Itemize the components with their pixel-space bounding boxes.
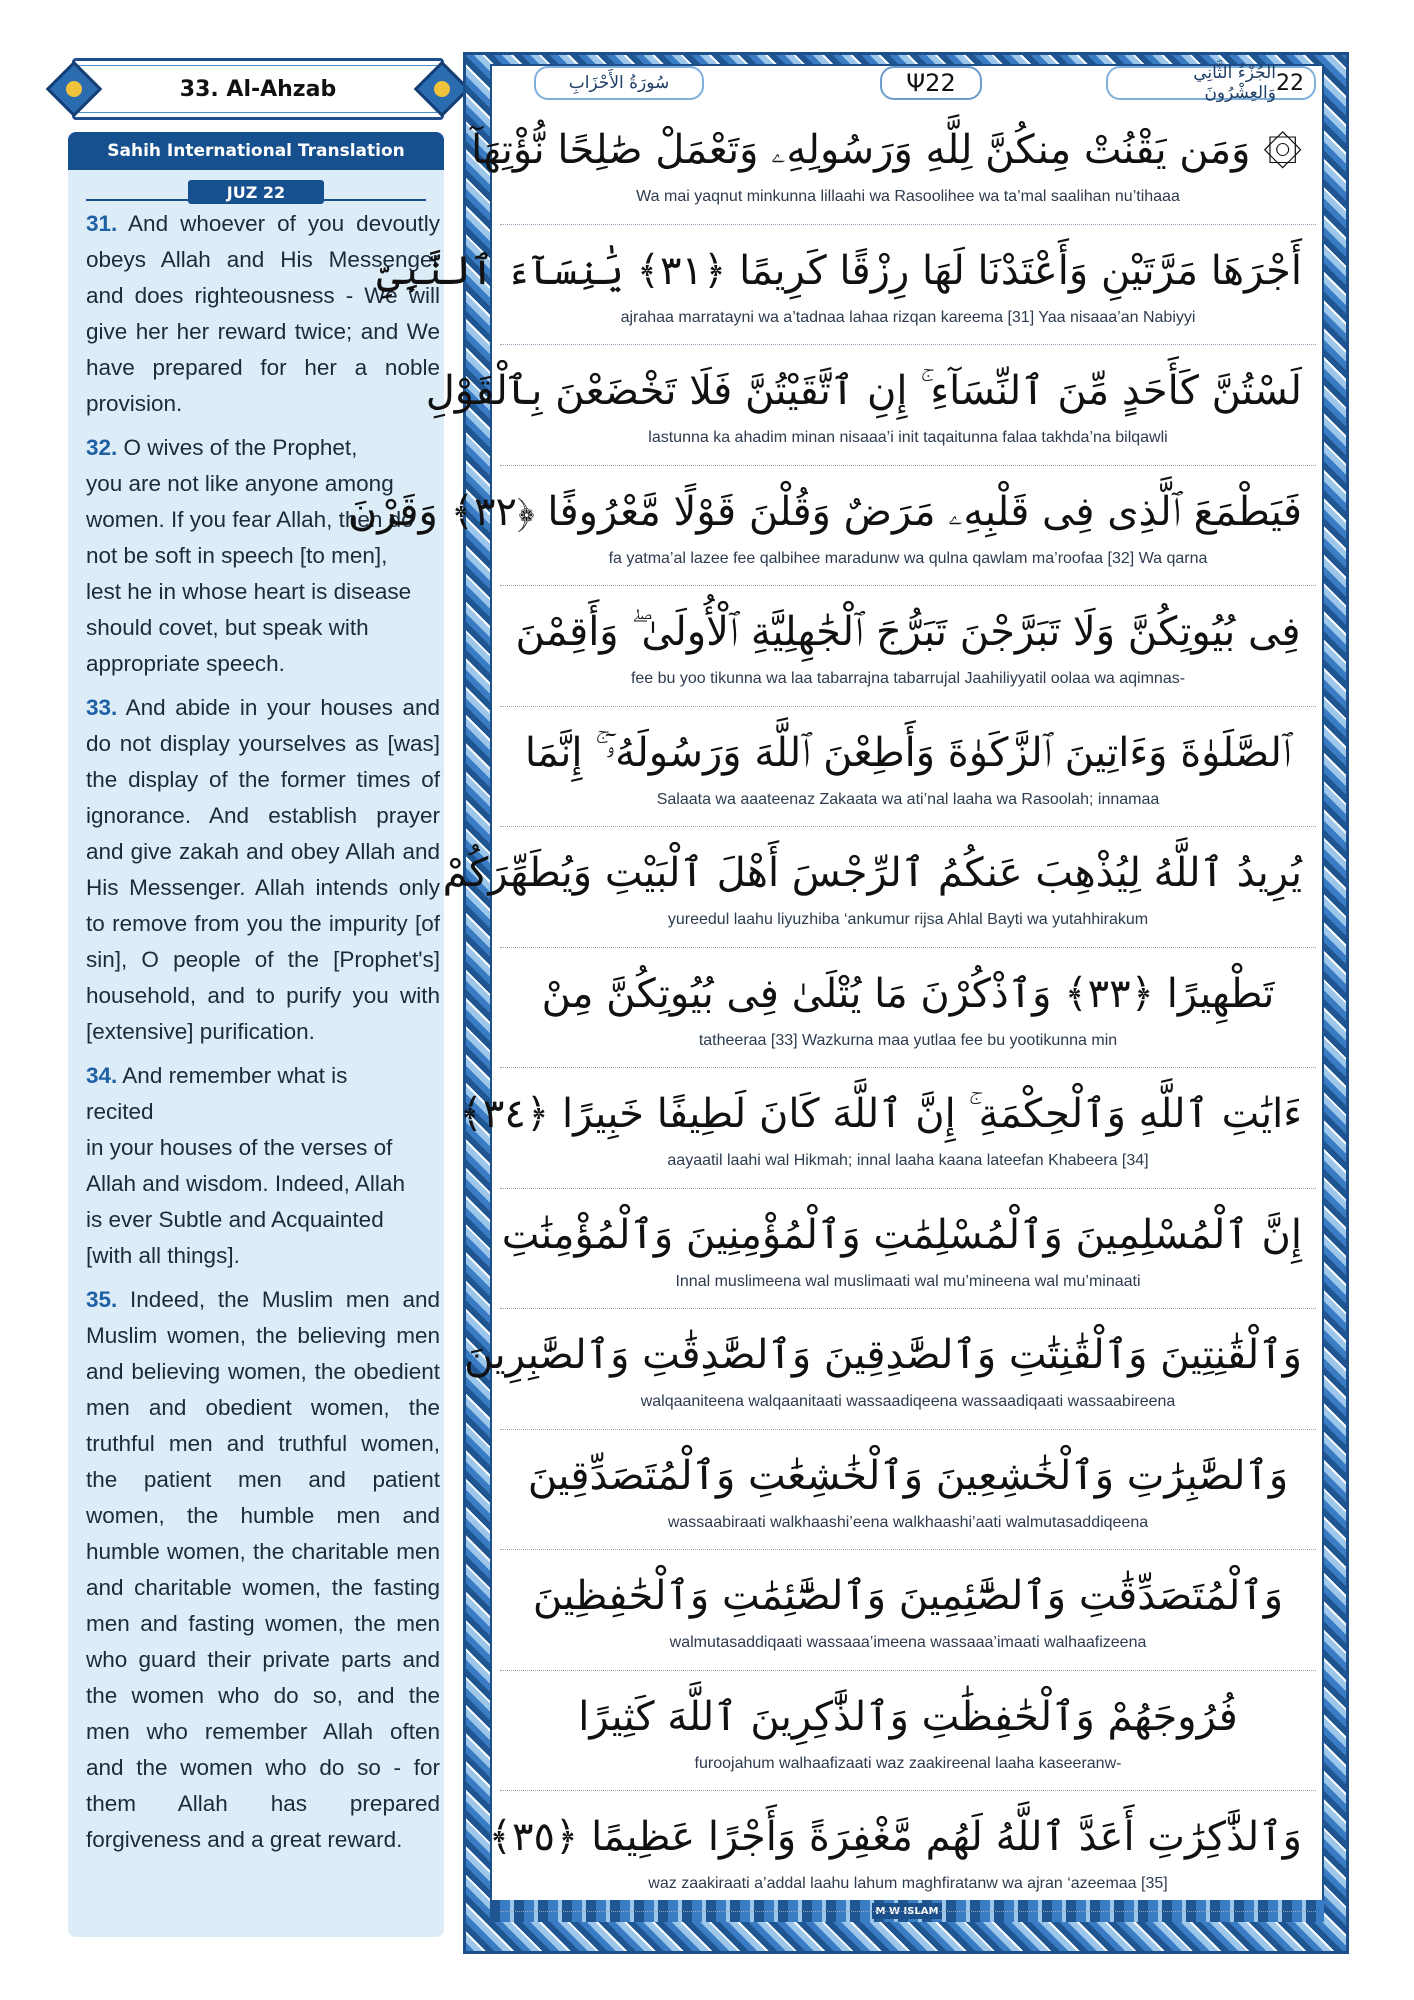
juz-name-arabic: الجُزْءُ الثَّانِي وَالعِشْرُونَ	[1193, 63, 1276, 103]
arabic-text: يُرِيدُ ٱللَّهُ لِيُذْهِبَ عَنكُمُ ٱلرِّجْسَ أَهْلَ ٱلْبَيْتِ وَيُطَهِّرَكُمْ	[442, 850, 1302, 896]
verse-line: O wives of the Prophet,	[123, 435, 358, 460]
arabic-text: ٱلصَّلَوٰةَ وَءَاتِينَ ٱلزَّكَوٰةَ وَأَطِعْنَ ٱللَّهَ وَرَسُولَهُۥٓ ۚ إِنَّمَا	[524, 729, 1292, 776]
verse-number: 34.	[86, 1063, 118, 1088]
transliteration: waz zaakiraati a’addal laahu lahum maghfiratanw wa ajran ‘azeemaa [35]	[648, 1875, 1168, 1892]
page-number: Ψ22	[906, 69, 956, 97]
quran-line	[500, 707, 1316, 828]
arabic-text: فِى بُيُوتِكُنَّ وَلَا تَبَرَّجْنَ تَبَرُّجَ ٱلْجَٰهِلِيَّةِ ٱلْأُولَىٰ ۖ وَأَقِمْنَ	[515, 609, 1301, 655]
translation-verse	[86, 1282, 440, 1858]
surah-name-arabic: سُورَةُ الأَحْزَابِ	[568, 73, 670, 93]
quran-line	[500, 1671, 1316, 1792]
quran-line	[500, 1189, 1316, 1310]
transliteration: furoojahum walhaafizaati waz zaakireenal laaha kaseeranw-	[694, 1754, 1122, 1772]
verse-line: women. If you fear Allah, then do	[86, 507, 414, 532]
translation-header: Sahih International Translation	[68, 132, 444, 170]
brand-label: M W ISLAM	[872, 1903, 942, 1919]
verse-number: 31.	[86, 211, 118, 236]
arabic-text: تَطْهِيرًا ﴿٣٣﴾ وَٱذْكُرْنَ مَا يُتْلَىٰ فِى بُيُوتِكُنَّ مِنْ	[541, 970, 1275, 1017]
quran-line	[459, 1068, 1316, 1189]
transliteration: Innal muslimeena wal muslimaati wal mu’mineena wal mu’minaati	[675, 1272, 1141, 1290]
arabic-text: وَٱلْقَٰنِتِينَ وَٱلْقَٰنِتَٰتِ وَٱلصَّٰدِقِينَ وَٱلصَّٰدِقَٰتِ وَٱلصَّٰبِرِينَ	[464, 1332, 1302, 1378]
arabic-text: فَيَطْمَعَ ٱلَّذِى فِى قَلْبِهِۦ مَرَضٌ وَقُلْنَ قَوْلًا مَّعْرُوفًا ﴿٣٢﴾ وَقَرْنَ	[347, 488, 1302, 535]
quran-line	[500, 586, 1316, 707]
surah-title: 33. Al-Ahzab	[179, 76, 337, 102]
translation-verse	[86, 690, 440, 1050]
quran-line	[500, 1430, 1316, 1551]
verse-line: is ever Subtle and Acquainted	[86, 1207, 384, 1232]
juz-badge: JUZ 22	[188, 180, 324, 204]
quran-line	[471, 104, 1316, 225]
quran-line	[488, 1791, 1316, 1912]
arabic-text: ءَايَٰتِ ٱللَّهِ وَٱلْحِكْمَةِ ۚ إِنَّ ٱللَّهَ كَانَ لَطِيفًا خَبِيرًا ﴿٣٤﴾	[459, 1091, 1302, 1137]
verse-line: And remember what is	[122, 1063, 348, 1088]
verse-line: you are not like anyone among	[86, 471, 394, 496]
verse-line: [with all things].	[86, 1243, 240, 1268]
quran-line	[347, 466, 1316, 587]
arabic-text: وَٱلذَّٰكِرَٰتِ أَعَدَّ ٱللَّهُ لَهُم مَّغْفِرَةً وَأَجْرًا عَظِيمًا ﴿٣٥﴾	[488, 1814, 1302, 1860]
arabic-text: إِنَّ ٱلْمُسْلِمِينَ وَٱلْمُسْلِمَٰتِ وَٱلْمُؤْمِنِينَ وَٱلْمُؤْمِنَٰتِ	[501, 1211, 1302, 1258]
quran-line	[500, 948, 1316, 1069]
verse-line: in your houses of the verses of	[86, 1135, 393, 1160]
translation-verse	[86, 1058, 440, 1274]
verse-line: not be soft in speech [to men],	[86, 543, 388, 568]
verse-line: Allah and wisdom. Indeed, Allah	[86, 1171, 405, 1196]
quran-line	[464, 1309, 1316, 1430]
juz-header	[1106, 63, 1316, 103]
surah-title-box	[72, 58, 444, 120]
transliteration: lastunna ka ahadim minan nisaaa’i init taqaitunna falaa takhda’na bilqawli	[648, 429, 1168, 446]
juz-number: 22	[1276, 70, 1304, 96]
verse-text: And abide in your houses and do not display yourselves as [was] the display of the former times of ignorance. And establish prayer and give zakah and obey Allah and His Messenger. Allah intends only to remove from you the impurity [of sin], O people of the [Prophet's] household, and to purify you with [extensive] purification.	[86, 695, 440, 1044]
transliteration: Salaata wa aaateenaz Zakaata wa ati’nal laaha wa Rasoolah; innamaa	[656, 790, 1160, 808]
translation-verse	[86, 430, 440, 682]
quran-line	[500, 1550, 1316, 1671]
verse-number: 33.	[86, 695, 118, 720]
quran-lines	[347, 104, 1316, 1912]
quran-line	[425, 345, 1316, 466]
arabic-text: أَجْرَهَا مَرَّتَيْنِ وَأَعْتَدْنَا لَهَا رِزْقًا كَرِيمًا ﴿٣١﴾ يَٰنِسَآءَ ٱلنَّبِىِّ	[376, 247, 1302, 294]
arabic-text: ۞ وَمَن يَقْنُتْ مِنكُنَّ لِلَّهِ وَرَسُولِهِۦ وَتَعْمَلْ صَٰلِحًا نُّؤْتِهَآ	[471, 127, 1302, 173]
quran-line	[376, 225, 1316, 346]
verse-text: And whoever of you devoutly obeys Allah and His Messenger and does righteousness - We will give her her reward twice; and We have prepared for her a noble provision.	[86, 211, 440, 416]
transliteration: tatheeraa [33] Wazkurna maa yutlaa fee bu yootikunna min	[698, 1031, 1118, 1049]
arabic-text: وَٱلْمُتَصَدِّقَٰتِ وَٱلصَّٰٓئِمِينَ وَٱلصَّٰٓئِمَٰتِ وَٱلْحَٰفِظِينَ	[532, 1573, 1284, 1619]
translation-text	[86, 206, 440, 1866]
verse-line: recited	[86, 1099, 154, 1124]
transliteration: walmutasaddiqaati wassaaa’imeena wassaaa’imaati walhaafizeena	[669, 1634, 1147, 1651]
quran-line	[442, 827, 1316, 948]
arabic-text: لَسْتُنَّ كَأَحَدٍ مِّنَ ٱلنِّسَآءِ ۚ إِنِ ٱتَّقَيْتُنَّ فَلَا تَخْضَعْنَ بِٱلْقَوْلِ	[425, 368, 1302, 414]
verse-line: lest he in whose heart is disease	[86, 579, 412, 604]
arabic-text: فُرُوجَهُمْ وَٱلْحَٰفِظَٰتِ وَٱلذَّٰكِرِينَ ٱللَّهَ كَثِيرًا	[578, 1693, 1238, 1740]
verse-number: 35.	[86, 1287, 118, 1312]
transliteration: Wa mai yaqnut minkunna lillaahi wa Rasoolihee wa ta’mal saalihan nu’tihaaa	[636, 188, 1180, 205]
transliteration: walqaaniteena walqaanitaati wassaadiqeena wassaadiqaati wassaabireena	[640, 1393, 1176, 1410]
page-number-header	[880, 66, 982, 100]
transliteration: aayaatil laahi wal Hikmah; innal laaha kaana lateefan Khabeera [34]	[667, 1152, 1149, 1169]
surah-name-header	[534, 66, 704, 100]
transliteration: ajrahaa marratayni wa a’tadnaa lahaa rizqan kareema [31] Yaa nisaaa’an Nabiyyi	[620, 308, 1196, 326]
verse-line: should covet, but speak with	[86, 615, 369, 640]
transliteration: fa yatma’al lazee fee qalbihee maradunw wa qulna qawlam ma’roofaa [32] Wa qarna	[608, 549, 1208, 567]
arabic-text: وَٱلصَّٰبِرَٰتِ وَٱلْخَٰشِعِينَ وَٱلْخَٰشِعَٰتِ وَٱلْمُتَصَدِّقِينَ	[527, 1452, 1289, 1499]
transliteration: fee bu yoo tikunna wa laa tabarrajna tabarrujal Jaahiliyyatil oolaa wa aqimnas-	[630, 670, 1186, 687]
verse-text: Indeed, the Muslim men and Muslim women, the believing men and believing women, the obedient men and obedient women, the truthful men and truthful women, the patient men and patient women, the humble men and humble women, the charitable men and charitable women, the fasting men and fasting women, the men who guard their private parts and the women who do so, and the men who remember Allah often and the women who do so - for them Allah has prepared forgiveness and a great reward.	[86, 1287, 440, 1852]
verse-number: 32.	[86, 435, 118, 460]
transliteration: yureedul laahu liyuzhiba ‘ankumur rijsa Ahlal Bayti wa yutahhirakum	[667, 911, 1149, 928]
transliteration: wassaabiraati walkhaashi’eena walkhaashi’aati walmutasaddiqeena	[667, 1513, 1149, 1531]
verse-line: appropriate speech.	[86, 651, 285, 676]
